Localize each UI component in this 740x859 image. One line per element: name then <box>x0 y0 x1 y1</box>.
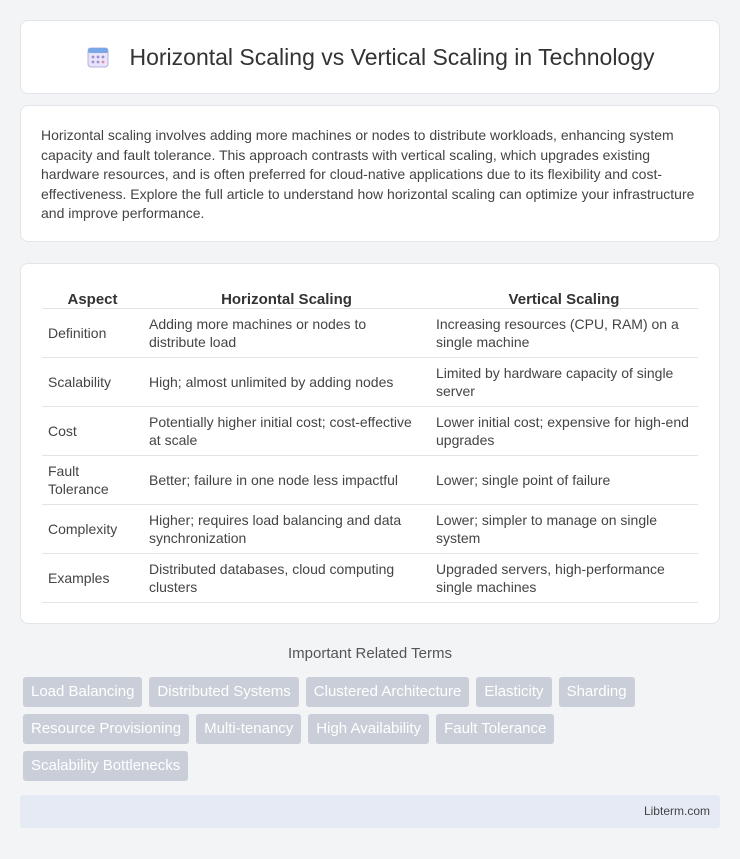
tag-sharding[interactable]: Sharding <box>559 677 635 707</box>
comparison-table <box>42 286 698 603</box>
row-aspect: Scalability <box>42 357 143 406</box>
page-title: Horizontal Scaling vs Vertical Scaling in Technology <box>129 43 655 70</box>
header-aspect: Aspect <box>42 286 143 308</box>
tag-distributed-systems[interactable]: Distributed Systems <box>149 677 298 707</box>
row-horizontal: Higher; requires load balancing and data synchronization <box>143 504 430 553</box>
row-horizontal: Adding more machines or nodes to distribute load <box>143 308 430 357</box>
row-horizontal: Better; failure in one node less impactful <box>143 455 430 504</box>
row-horizontal: High; almost unlimited by adding nodes <box>143 357 430 406</box>
table-row <box>42 455 698 504</box>
row-vertical: Limited by hardware capacity of single server <box>430 357 698 406</box>
calendar-grid-icon <box>85 44 111 70</box>
row-vertical: Increasing resources (CPU, RAM) on a single machine <box>430 308 698 357</box>
row-vertical: Lower initial cost; expensive for high-end upgrades <box>430 406 698 455</box>
header-horizontal: Horizontal Scaling <box>143 286 430 308</box>
tag-scalability-bottlenecks[interactable]: Scalability Bottlenecks <box>23 751 188 781</box>
header-vertical: Vertical Scaling <box>430 286 698 308</box>
row-vertical: Lower; single point of failure <box>430 455 698 504</box>
row-aspect: Cost <box>42 406 143 455</box>
tag-fault-tolerance[interactable]: Fault Tolerance <box>436 714 554 744</box>
row-vertical: Lower; simpler to manage on single system <box>430 504 698 553</box>
table-row <box>42 553 698 602</box>
tag-elasticity[interactable]: Elasticity <box>476 677 551 707</box>
related-terms-title: Important Related Terms <box>288 645 452 662</box>
tag-multi-tenancy[interactable]: Multi-tenancy <box>196 714 301 744</box>
tag-clustered-architecture[interactable]: Clustered Architecture <box>306 677 470 707</box>
related-terms-list <box>23 677 713 781</box>
row-aspect: Fault Tolerance <box>42 455 143 504</box>
comparison-table-card <box>20 263 720 624</box>
row-aspect: Examples <box>42 553 143 602</box>
table-row <box>42 504 698 553</box>
footer-brand[interactable]: Libterm.com <box>643 804 710 818</box>
row-aspect: Complexity <box>42 504 143 553</box>
table-row <box>42 308 698 357</box>
row-horizontal: Distributed databases, cloud computing clusters <box>143 553 430 602</box>
row-aspect: Definition <box>42 308 143 357</box>
table-row <box>42 357 698 406</box>
row-horizontal: Potentially higher initial cost; cost-effective at scale <box>143 406 430 455</box>
tag-resource-provisioning[interactable]: Resource Provisioning <box>23 714 189 744</box>
table-header-row <box>42 286 698 308</box>
intro-text: Horizontal scaling involves adding more machines or nodes to distribute workloads, enhancing system capacity and fault tolerance. This approach contrasts with vertical scaling, which upgrades existing hardware resources, and is often preferred for cloud-native applications due to its flexibility and cost-effectiveness. Explore the full article to understand how horizontal scaling can optimize your infrastructure and improve performance. <box>41 127 695 221</box>
tag-load-balancing[interactable]: Load Balancing <box>23 677 142 707</box>
table-row <box>42 406 698 455</box>
tag-high-availability[interactable]: High Availability <box>308 714 429 744</box>
footer <box>20 795 720 828</box>
title-card <box>20 20 720 94</box>
intro-card <box>20 105 720 242</box>
row-vertical: Upgraded servers, high-performance single machines <box>430 553 698 602</box>
